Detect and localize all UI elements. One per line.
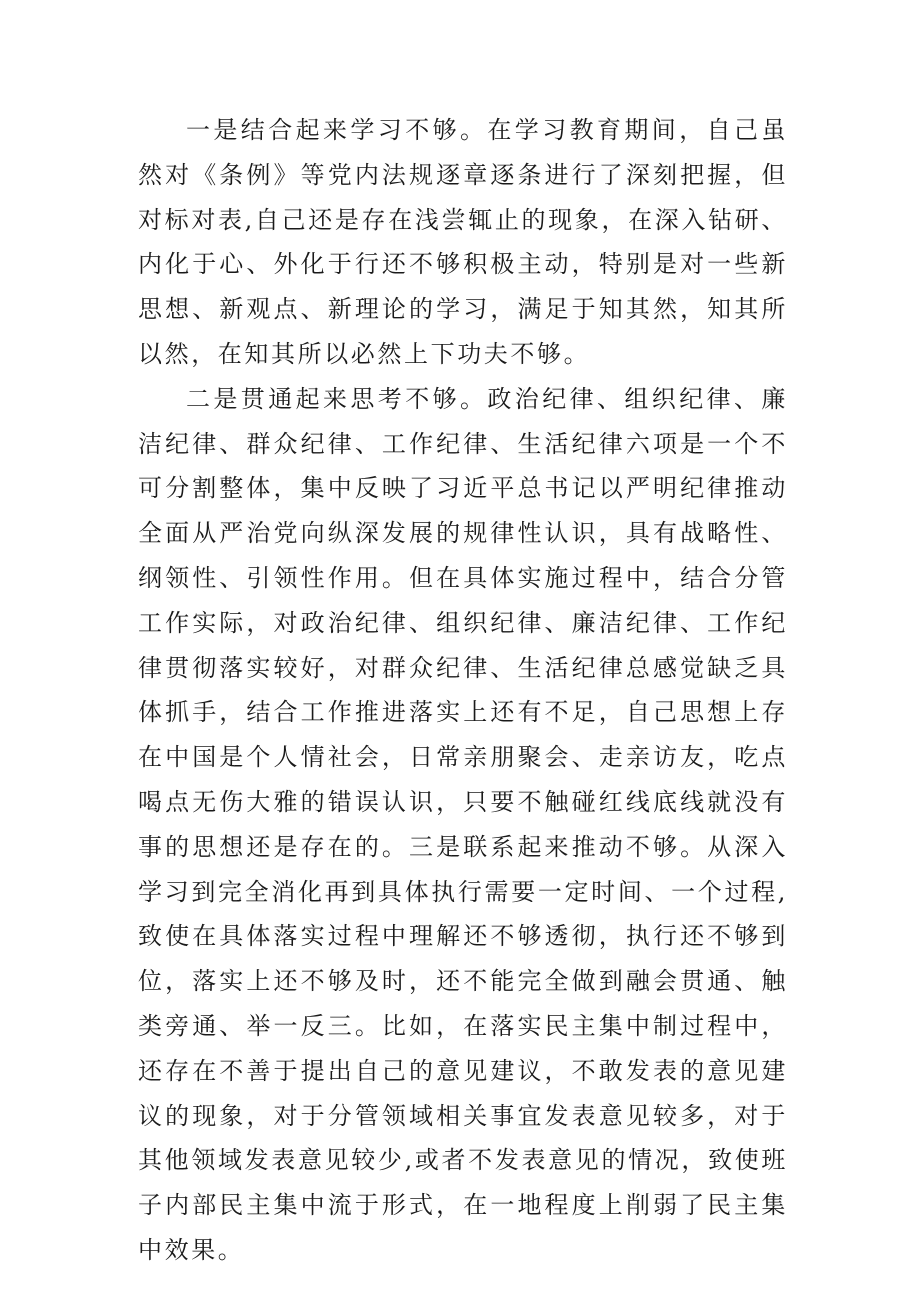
paragraph-2: 二是贯通起来思考不够。政治纪律、组织纪律、廉洁纪律、群众纪律、工作纪律、生活纪律六项是一个不可分割整体，集中反映了习近平总书记以严明纪律推动全面从严治党向纵深发展的规律性认识，具有战略性、纲领性、引领性作用。但在具体实施过程中，结合分管工作实际，对政治纪律、组织纪律、廉洁纪律、工作纪律贯彻落实较好，对群众纪律、生活纪律总感觉缺乏具体抓手，结合工作推进落实上还有不足，自己思想上存在中国是个人情社会，日常亲朋聚会、走亲访友，吃点喝点无伤大雅的错误认识，只要不触碰红线底线就没有事的思想还是存在的。三是联系起来推动不够。从深入学习到完全消化再到具体执行需要一定时间、一个过程,致使在具体落实过程中理解还不够透彻，执行还不够到位，落实上还不够及时，还不能完全做到融会贯通、触类旁通、举一反三。比如，在落实民主集中制过程中，还存在不善于提出自己的意见建议，不敢发表的意见建议的现象，对于分管领域相关事宜发表意见较多，对于其他领域发表意见较少,或者不发表意见的情况，致使班子内部民主集中流于形式，在一地程度上削弱了民主集中效果。 [138,384,788,1264]
document-body [138,108,788,1273]
paragraph-1: 一是结合起来学习不够。在学习教育期间，自己虽然对《条例》等党内法规逐章逐条进行了深刻把握，但对标对表,自己还是存在浅尝辄止的现象，在深入钻研、内化于心、外化于行还不够积极主动，特别是对一些新思想、新观点、新理论的学习，满足于知其然，知其所以然，在知其所以必然上下功夫不够。 [138,116,788,368]
